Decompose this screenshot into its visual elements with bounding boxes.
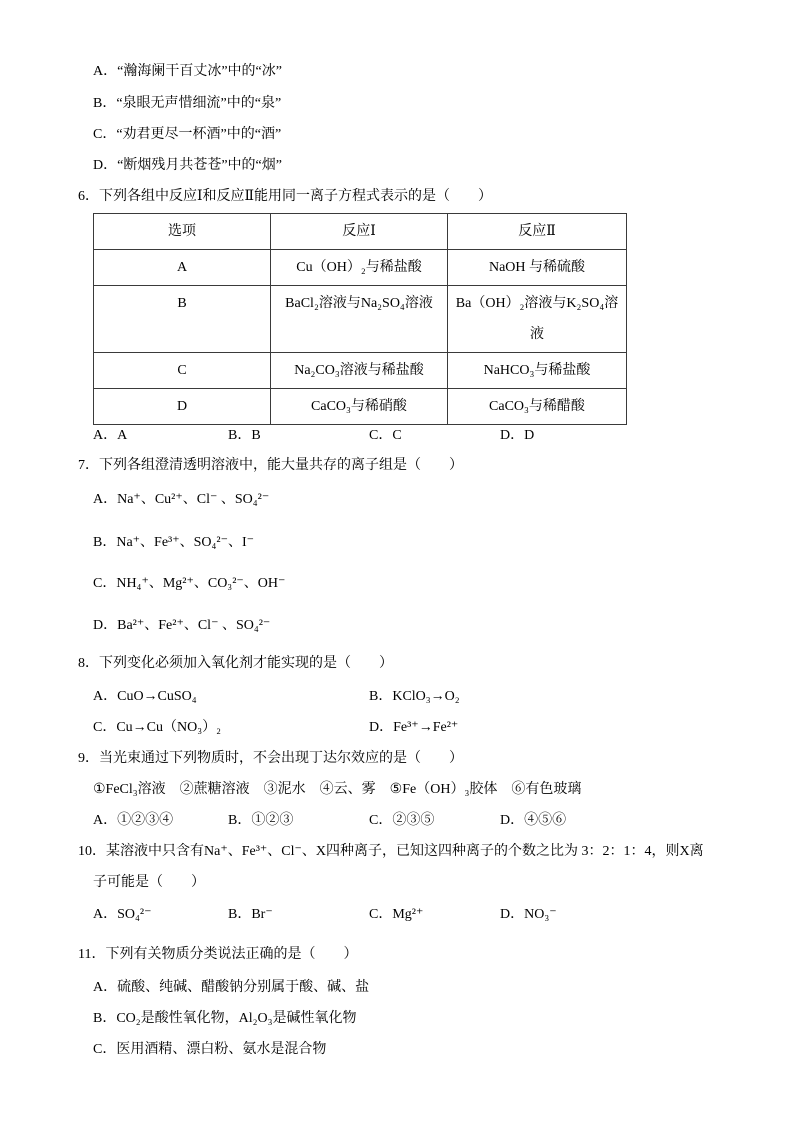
q10-stem-line-2: 子可能是（ ）	[93, 875, 205, 890]
q9-stem: 9．当光束通过下列物质时，不会出现丁达尔效应的是（ ）	[78, 751, 463, 766]
table-row	[94, 250, 627, 286]
q9-option-b: B．①②③	[228, 813, 294, 828]
q9-substance-item: ⑥有色玻璃	[511, 782, 582, 797]
q11-option-c: C．医用酒精、漂白粉、氨水是混合物	[93, 1042, 327, 1057]
q10-option-c: C．Mg²⁺	[369, 907, 424, 922]
q9-option-a: A．①②③④	[93, 813, 174, 828]
q8-option-b: B．KClO₃→O₂	[369, 689, 460, 704]
q9-substance-list	[93, 780, 581, 800]
table-cell-reaction-1: BaCl₂溶液与Na₂SO₄溶液	[271, 286, 448, 353]
q7-option-b: B．Na⁺、Fe³⁺、SO₄²⁻、I⁻	[93, 535, 255, 550]
table-cell-reaction-1: CaCO₃与稀硝酸	[271, 389, 448, 425]
prev-question-option-a: A．“瀚海阑干百丈冰”中的“冰”	[93, 64, 282, 79]
q8-option-d: D．Fe³⁺→Fe²⁺	[369, 720, 459, 735]
q6-stem: 6．下列各组中反应Ⅰ和反应Ⅱ能用同一离子方程式表示的是（ ）	[78, 189, 493, 204]
q8-option-c: C．Cu→Cu（NO₃）₂	[93, 720, 221, 735]
table-cell-reaction-1: Cu（OH）₂与稀盐酸	[271, 250, 448, 286]
table-cell-reaction-2: NaOH 与稀硫酸	[448, 250, 627, 286]
table-header-row	[94, 214, 627, 250]
table-cell-option: D	[94, 389, 271, 425]
q6-option-a: A．A	[93, 428, 128, 443]
table-row	[94, 286, 627, 353]
q9-option-d: D．④⑤⑥	[500, 813, 567, 828]
q9-substance-item: ⑤Fe（OH）₃胶体	[389, 782, 498, 797]
q6-reaction-table	[93, 213, 627, 425]
q9-substance-item: ②蔗糖溶液	[179, 782, 250, 797]
table-cell-reaction-2: NaHCO₃与稀盐酸	[448, 353, 627, 389]
header-reaction-2: 反应Ⅱ	[448, 214, 627, 250]
q11-option-a: A．硫酸、纯碱、醋酸钠分别属于酸、碱、盐	[93, 980, 370, 995]
prev-question-option-b: B．“泉眼无声惜细流”中的“泉”	[93, 96, 282, 111]
table-cell-reaction-1: Na₂CO₃溶液与稀盐酸	[271, 353, 448, 389]
q10-option-b: B．Br⁻	[228, 907, 273, 922]
q11-stem: 11．下列有关物质分类说法正确的是（ ）	[78, 947, 358, 962]
table-cell-reaction-2: Ba（OH）₂溶液与K₂SO₄溶液	[448, 286, 627, 353]
table-row	[94, 389, 627, 425]
q6-option-c: C．C	[369, 428, 402, 443]
q7-option-a: A．Na⁺、Cu²⁺、Cl⁻ 、SO₄²⁻	[93, 492, 270, 507]
q9-option-c: C．②③⑤	[369, 813, 435, 828]
prev-question-option-c: C．“劝君更尽一杯酒”中的“酒”	[93, 127, 282, 142]
q8-option-a: A．CuO→CuSO₄	[93, 689, 197, 704]
table-row	[94, 353, 627, 389]
q6-option-d: D．D	[500, 428, 535, 443]
q7-option-d: D．Ba²⁺、Fe²⁺、Cl⁻ 、SO₄²⁻	[93, 618, 271, 633]
q7-option-c: C．NH₄⁺、Mg²⁺、CO₃²⁻、OH⁻	[93, 576, 286, 591]
table-cell-reaction-2: CaCO₃与稀醋酸	[448, 389, 627, 425]
table-cell-option: B	[94, 286, 271, 353]
q8-stem: 8．下列变化必须加入氧化剂才能实现的是（ ）	[78, 656, 393, 671]
q10-stem-line-1: 10．某溶液中只含有Na⁺、Fe³⁺、Cl⁻、X四种离子，已知这四种离子的个数之比为 3：2：1：4，则X离	[78, 844, 704, 859]
q10-option-d: D．NO₃⁻	[500, 907, 557, 922]
table-cell-option: C	[94, 353, 271, 389]
q6-option-b: B．B	[228, 428, 261, 443]
q9-substance-item: ④云、雾	[319, 782, 376, 797]
header-reaction-1: 反应Ⅰ	[271, 214, 448, 250]
header-option: 选项	[94, 214, 271, 250]
prev-question-option-d: D．“断烟残月共苍苍”中的“烟”	[93, 158, 282, 173]
table-cell-option: A	[94, 250, 271, 286]
q7-stem: 7．下列各组澄清透明溶液中，能大量共存的离子组是（ ）	[78, 458, 463, 473]
q10-option-a: A．SO₄²⁻	[93, 907, 152, 922]
q9-substance-item: ①FeCl₃溶液	[93, 782, 166, 797]
q9-substance-item: ③泥水	[263, 782, 306, 797]
q11-option-b: B．CO₂是酸性氧化物，Al₂O₃是碱性氧化物	[93, 1011, 357, 1026]
